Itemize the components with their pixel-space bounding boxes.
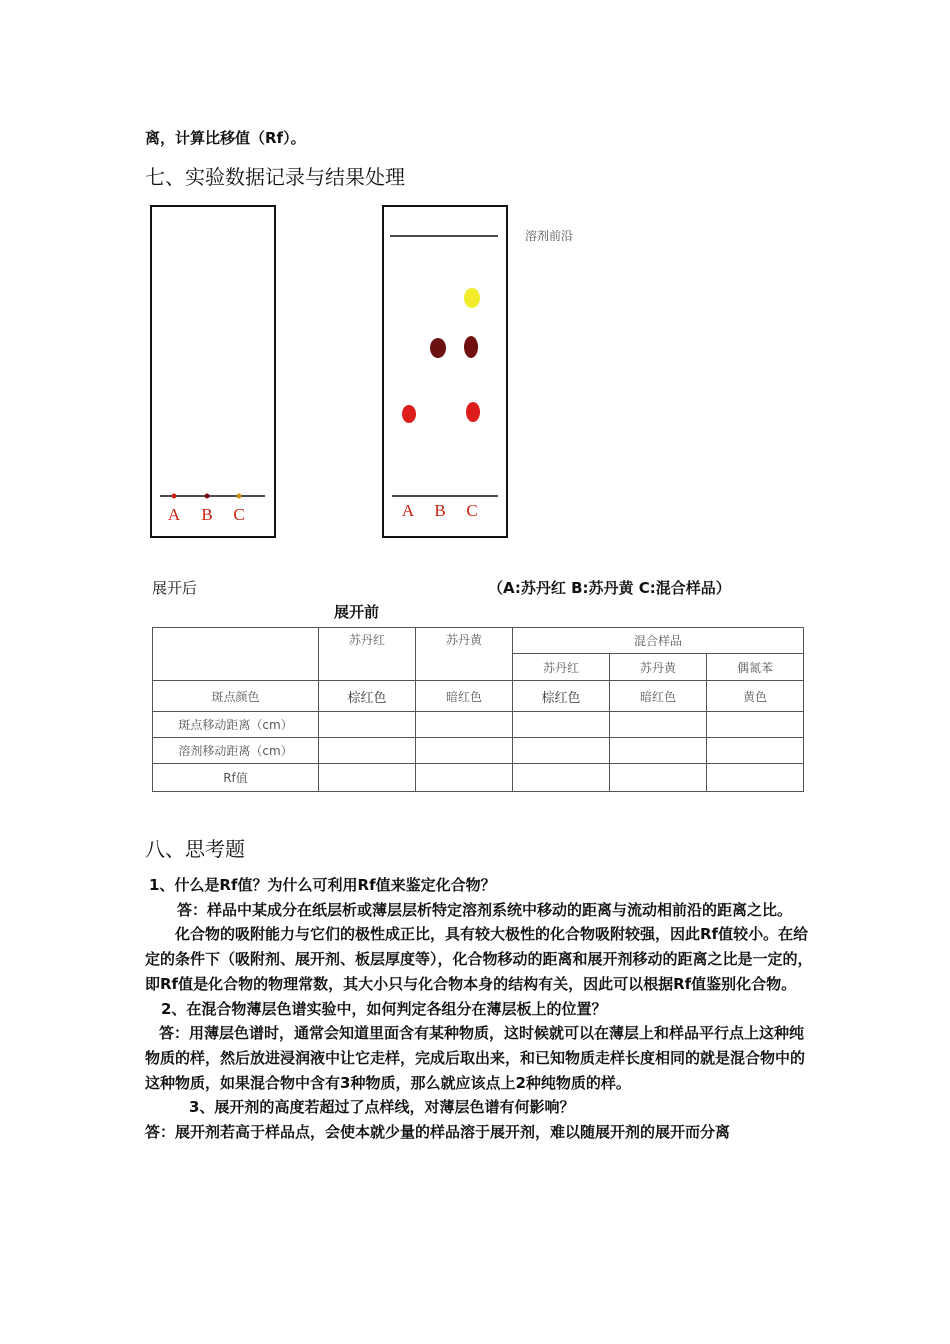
answer-1-p2: 化合物的吸附能力与它们的极性成正比，具有较大极性的化合物吸附较强，因此Rf值较小。在给定的条件下（吸附剂、展开剂、板层厚度等），化合物移动的距离和展开剂移动的距离之比是一定的，即Rf值是化合物的物理常数，其大小只与化合物本身的结构有关，因此可以根据Rf值鉴别化合物。 xyxy=(145,925,813,993)
plate-before-label-b: B xyxy=(201,505,213,524)
table-cell xyxy=(707,738,804,764)
th-mixed-sudan-red: 苏丹红 xyxy=(513,654,610,681)
table-row xyxy=(153,738,804,764)
spot-yellow-mixed xyxy=(464,288,480,308)
question-2: 2、在混合物薄层色谱实验中，如何判定各组分在薄层板上的位置？ xyxy=(161,999,607,1018)
table-row xyxy=(153,681,804,712)
table-cell xyxy=(416,764,513,792)
plate-after-label-c: C xyxy=(466,501,478,520)
plate-after xyxy=(375,198,590,548)
plate-before xyxy=(140,198,290,548)
table-cell: 棕红色 xyxy=(513,681,610,712)
table-cell xyxy=(416,712,513,738)
table-cell: 棕红色 xyxy=(319,681,416,712)
table-cell xyxy=(610,738,707,764)
spot-darkred-mixed xyxy=(464,336,478,358)
answer-2: 答：用薄层色谱时，通常会知道里面含有某种物质，这时候就可以在薄层上和样品平行点上这种纯物质的样，然后放进浸润液中让它走样，完成后取出来，和已知物质走样长度相同的就是混合物中的这种物质，如果混合物中含有3种物质，那么就应该点上2种纯物质的样。 xyxy=(145,1024,806,1092)
table-cell xyxy=(513,764,610,792)
section8-body xyxy=(145,873,815,1145)
th-mixed-azobenzene: 偶氮苯 xyxy=(707,654,804,681)
table-cell xyxy=(319,738,416,764)
section8-title: 八、思考题 xyxy=(145,837,245,861)
caption-after: 展开后 xyxy=(152,579,198,597)
plate-before-label-c: C xyxy=(233,505,245,524)
section7-title: 七、实验数据记录与结果处理 xyxy=(145,165,405,189)
table-cell xyxy=(513,712,610,738)
table-row xyxy=(153,764,804,792)
plate-before-spot-a xyxy=(172,494,177,499)
table-cell: 暗红色 xyxy=(416,681,513,712)
table-cell xyxy=(707,764,804,792)
spot-darkred-b xyxy=(430,338,446,358)
caption-before: 展开前 xyxy=(334,603,380,621)
question-3: 3、展开剂的高度若超过了点样线，对薄层色谱有何影响？ xyxy=(189,1098,575,1117)
answer-1-p1: 答：样品中某成分在纸层析或薄层层析特定溶剂系统中移动的距离与流动相前沿的距离之比。 xyxy=(177,900,793,919)
table-cell xyxy=(610,764,707,792)
table-cell xyxy=(319,712,416,738)
answer-3: 答：展开剂若高于样品点，会使本就少量的样品溶于展开剂，难以随展开剂的展开而分离 xyxy=(145,1123,731,1142)
spot-red-a xyxy=(402,405,416,423)
table-cell: 暗红色 xyxy=(610,681,707,712)
table-cell xyxy=(416,738,513,764)
caption-legend: （A:苏丹红 B:苏丹黄 C:混合样品） xyxy=(488,579,731,597)
row-label: Rf值 xyxy=(153,764,319,792)
question-1: 1、什么是Rf值？为什么可利用Rf值来鉴定化合物？ xyxy=(149,876,496,894)
data-table xyxy=(152,627,804,792)
th-sudan-red: 苏丹红 xyxy=(319,628,416,681)
table-corner-cell xyxy=(153,628,319,681)
table-cell xyxy=(319,764,416,792)
table-cell xyxy=(610,712,707,738)
table-cell xyxy=(707,712,804,738)
plate-after-label-b: B xyxy=(434,501,446,520)
th-mixed-sudan-yellow: 苏丹黄 xyxy=(610,654,707,681)
table-row xyxy=(153,712,804,738)
solvent-front-label: 溶剂前沿 xyxy=(525,229,574,243)
plate-before-spot-c xyxy=(237,494,242,499)
intro-line: 离，计算比移值（Rf）。 xyxy=(145,129,306,147)
plate-before-spot-b xyxy=(205,494,210,499)
row-label: 斑点颜色 xyxy=(153,681,319,712)
table-cell xyxy=(513,738,610,764)
spot-red-mixed xyxy=(466,402,480,422)
plate-before-label-a: A xyxy=(167,505,181,524)
th-mixed-sample: 混合样品 xyxy=(513,628,804,654)
plate-after-label-a: A xyxy=(401,501,415,520)
plate-after-border xyxy=(383,206,507,537)
th-sudan-yellow: 苏丹黄 xyxy=(416,628,513,681)
plate-before-border xyxy=(151,206,275,537)
row-label: 斑点移动距离（cm） xyxy=(153,712,319,738)
table-cell: 黄色 xyxy=(707,681,804,712)
row-label: 溶剂移动距离（cm） xyxy=(153,738,319,764)
